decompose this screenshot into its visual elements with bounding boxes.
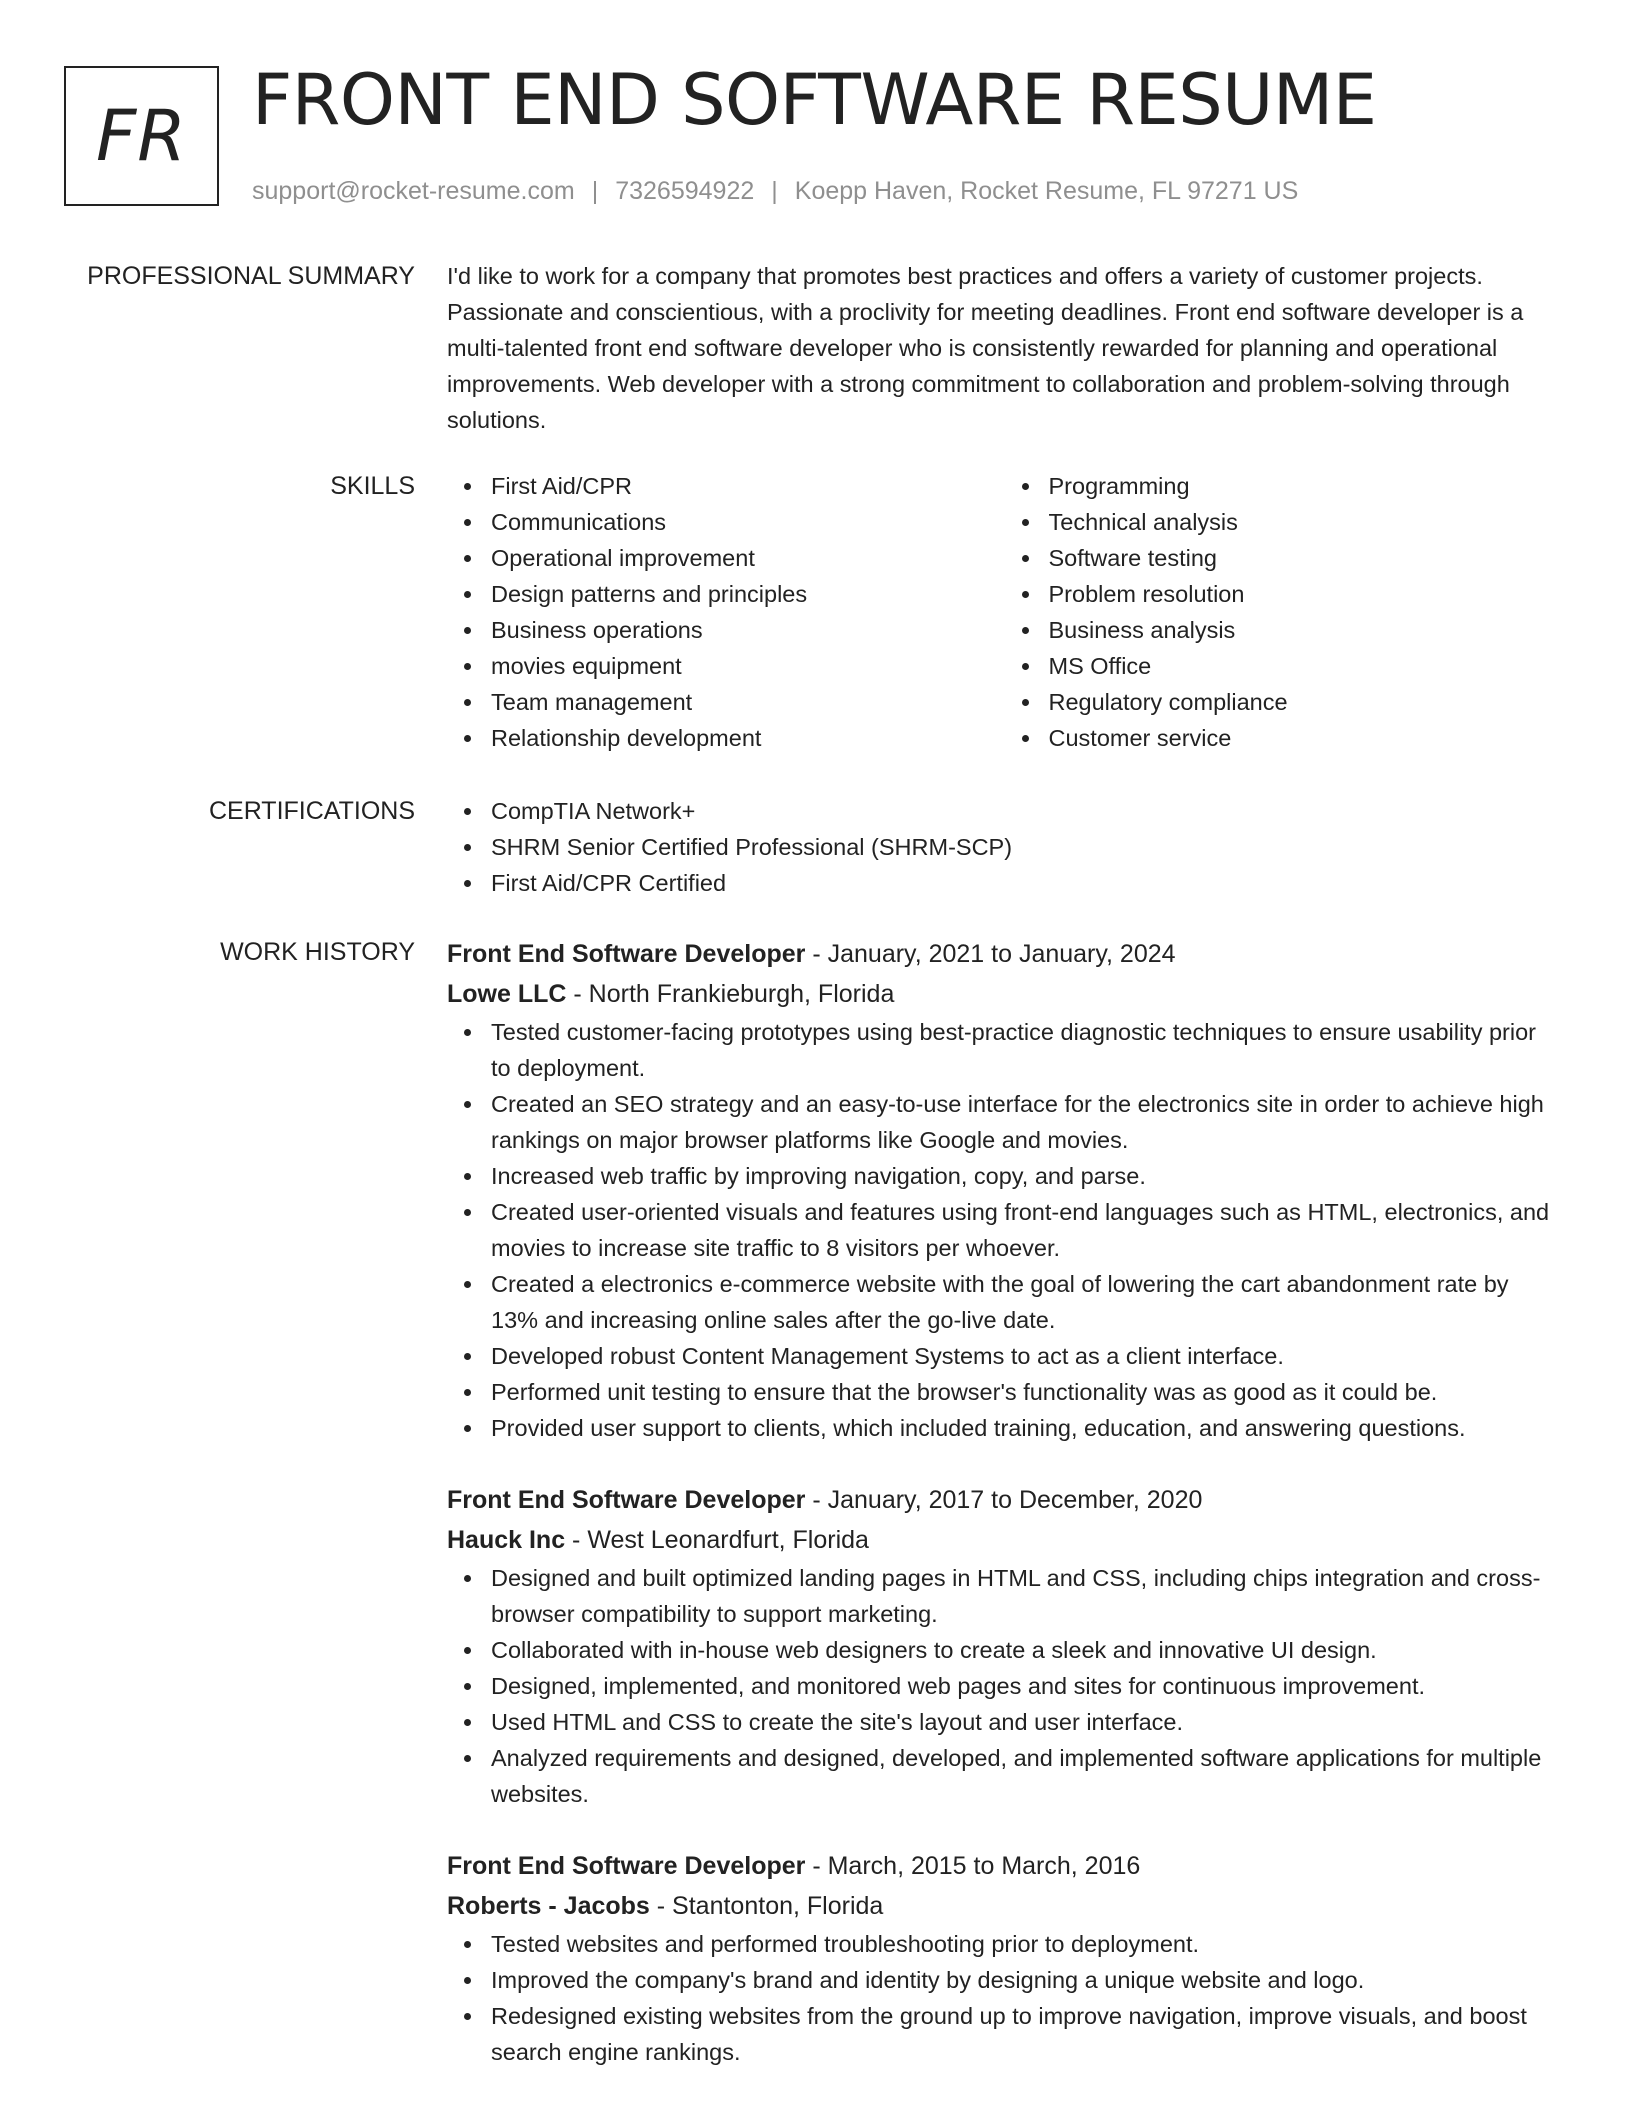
skill-item: Team management (491, 684, 1005, 720)
skill-item: MS Office (1049, 648, 1563, 684)
skill-item: movies equipment (491, 648, 1005, 684)
skill-item: Operational improvement (491, 540, 1005, 576)
job-bullet: Designed, implemented, and monitored web pages and sites for continuous improvement. (491, 1668, 1562, 1704)
skill-item: Customer service (1049, 720, 1563, 756)
job-title-line (447, 1480, 1562, 1520)
skills-list-right (1005, 468, 1563, 756)
certification-item: SHRM Senior Certified Professional (SHRM-SCP) (491, 829, 1562, 865)
job-location: - West Leonardfurt, Florida (565, 1526, 869, 1554)
work-history-body (447, 934, 1562, 2070)
job-dates: - March, 2015 to March, 2016 (805, 1852, 1141, 1880)
job-company: Roberts - Jacobs (447, 1892, 650, 1920)
certification-item: First Aid/CPR Certified (491, 865, 1562, 901)
job-bullet: Used HTML and CSS to create the site's layout and user interface. (491, 1704, 1562, 1740)
job-company: Lowe LLC (447, 980, 567, 1008)
contact-separator: | (771, 177, 778, 205)
job-title: Front End Software Developer (447, 940, 806, 968)
summary-body (447, 258, 1562, 438)
job-location: - North Frankieburgh, Florida (566, 980, 895, 1008)
job-bullet: Tested websites and performed troubleshooting prior to deployment. (491, 1926, 1562, 1962)
job-bullet: Provided user support to clients, which included training, education, and answering questions. (491, 1410, 1562, 1446)
certifications-list (447, 793, 1562, 901)
skill-item: Regulatory compliance (1049, 684, 1563, 720)
job-entry (447, 934, 1562, 1446)
section-label-summary: PROFESSIONAL SUMMARY (87, 262, 415, 290)
skill-item: Business analysis (1049, 612, 1563, 648)
job-bullet: Designed and built optimized landing pages in HTML and CSS, including chips integration and cross-browser compatibility to support marketing. (491, 1560, 1562, 1632)
job-bullet: Created an SEO strategy and an easy-to-use interface for the electronics site in order to achieve high rankings on major browser platforms like Google and movies. (491, 1086, 1562, 1158)
monogram-box (64, 66, 219, 206)
resume-title: FRONT END SOFTWARE RESUME (252, 59, 1377, 141)
job-bullet: Collaborated with in-house web designers to create a sleek and innovative UI design. (491, 1632, 1562, 1668)
job-bullet: Performed unit testing to ensure that the browser's functionality was as good as it could be. (491, 1374, 1562, 1410)
job-bullet: Created user-oriented visuals and features using front-end languages such as HTML, electronics, and movies to increase site traffic to 8 visitors per whoever. (491, 1194, 1562, 1266)
skill-item: Technical analysis (1049, 504, 1563, 540)
skill-item: First Aid/CPR (491, 468, 1005, 504)
job-entry (447, 1480, 1562, 1812)
certifications-body (447, 793, 1562, 901)
certification-item: CompTIA Network+ (491, 793, 1562, 829)
job-location: - Stantonton, Florida (649, 1892, 884, 1920)
job-company: Hauck Inc (447, 1526, 566, 1554)
contact-address: Koepp Haven, Rocket Resume, FL 97271 US (794, 177, 1299, 205)
job-company-line (447, 1886, 1562, 1926)
job-dates: - January, 2017 to December, 2020 (805, 1486, 1203, 1514)
job-bullet: Improved the company's brand and identity by designing a unique website and logo. (491, 1962, 1562, 1998)
job-bullets (447, 1014, 1562, 1446)
section-label-skills: SKILLS (330, 472, 415, 500)
skill-item: Business operations (491, 612, 1005, 648)
job-title-line (447, 1846, 1562, 1886)
job-company-line (447, 974, 1562, 1014)
monogram-text: FR (96, 95, 187, 177)
job-company-line (447, 1520, 1562, 1560)
section-label-work-history: WORK HISTORY (220, 938, 415, 966)
skill-item: Software testing (1049, 540, 1563, 576)
job-title-line (447, 934, 1562, 974)
contact-line (252, 176, 1298, 206)
summary-text: I'd like to work for a company that promotes best practices and offers a variety of customer projects. Passionate and conscientious, with a proclivity for meeting deadlines. Front end software developer is a multi-talented front end software developer who is consistently rewarded for planning and operational improvements. Web developer with a strong commitment to collaboration and problem-solving through solutions. (447, 263, 1524, 433)
job-bullet: Developed robust Content Management Systems to act as a client interface. (491, 1338, 1562, 1374)
job-bullet: Tested customer-facing prototypes using best-practice diagnostic techniques to ensure usability prior to deployment. (491, 1014, 1562, 1086)
job-bullets (447, 1926, 1562, 2070)
job-bullet: Created a electronics e-commerce website with the goal of lowering the cart abandonment rate by 13% and increasing online sales after the go-live date. (491, 1266, 1562, 1338)
skill-item: Problem resolution (1049, 576, 1563, 612)
skill-item: Relationship development (491, 720, 1005, 756)
skill-item: Design patterns and principles (491, 576, 1005, 612)
job-bullet: Increased web traffic by improving navigation, copy, and parse. (491, 1158, 1562, 1194)
job-bullet: Analyzed requirements and designed, developed, and implemented software applications for multiple websites. (491, 1740, 1562, 1812)
section-label-certifications: CERTIFICATIONS (208, 797, 415, 825)
job-title: Front End Software Developer (447, 1486, 806, 1514)
job-entry (447, 1846, 1562, 2070)
job-dates: - January, 2021 to January, 2024 (805, 940, 1176, 968)
job-bullet: Redesigned existing websites from the ground up to improve navigation, improve visuals, and boost search engine rankings. (491, 1998, 1562, 2070)
skills-list-left (447, 468, 1005, 756)
job-bullets (447, 1560, 1562, 1812)
skills-body (447, 468, 1562, 756)
contact-email: support@rocket-resume.com (252, 177, 575, 205)
contact-phone: 7326594922 (615, 177, 755, 205)
skill-item: Communications (491, 504, 1005, 540)
contact-separator: | (591, 177, 599, 205)
job-title: Front End Software Developer (447, 1852, 806, 1880)
skill-item: Programming (1049, 468, 1563, 504)
